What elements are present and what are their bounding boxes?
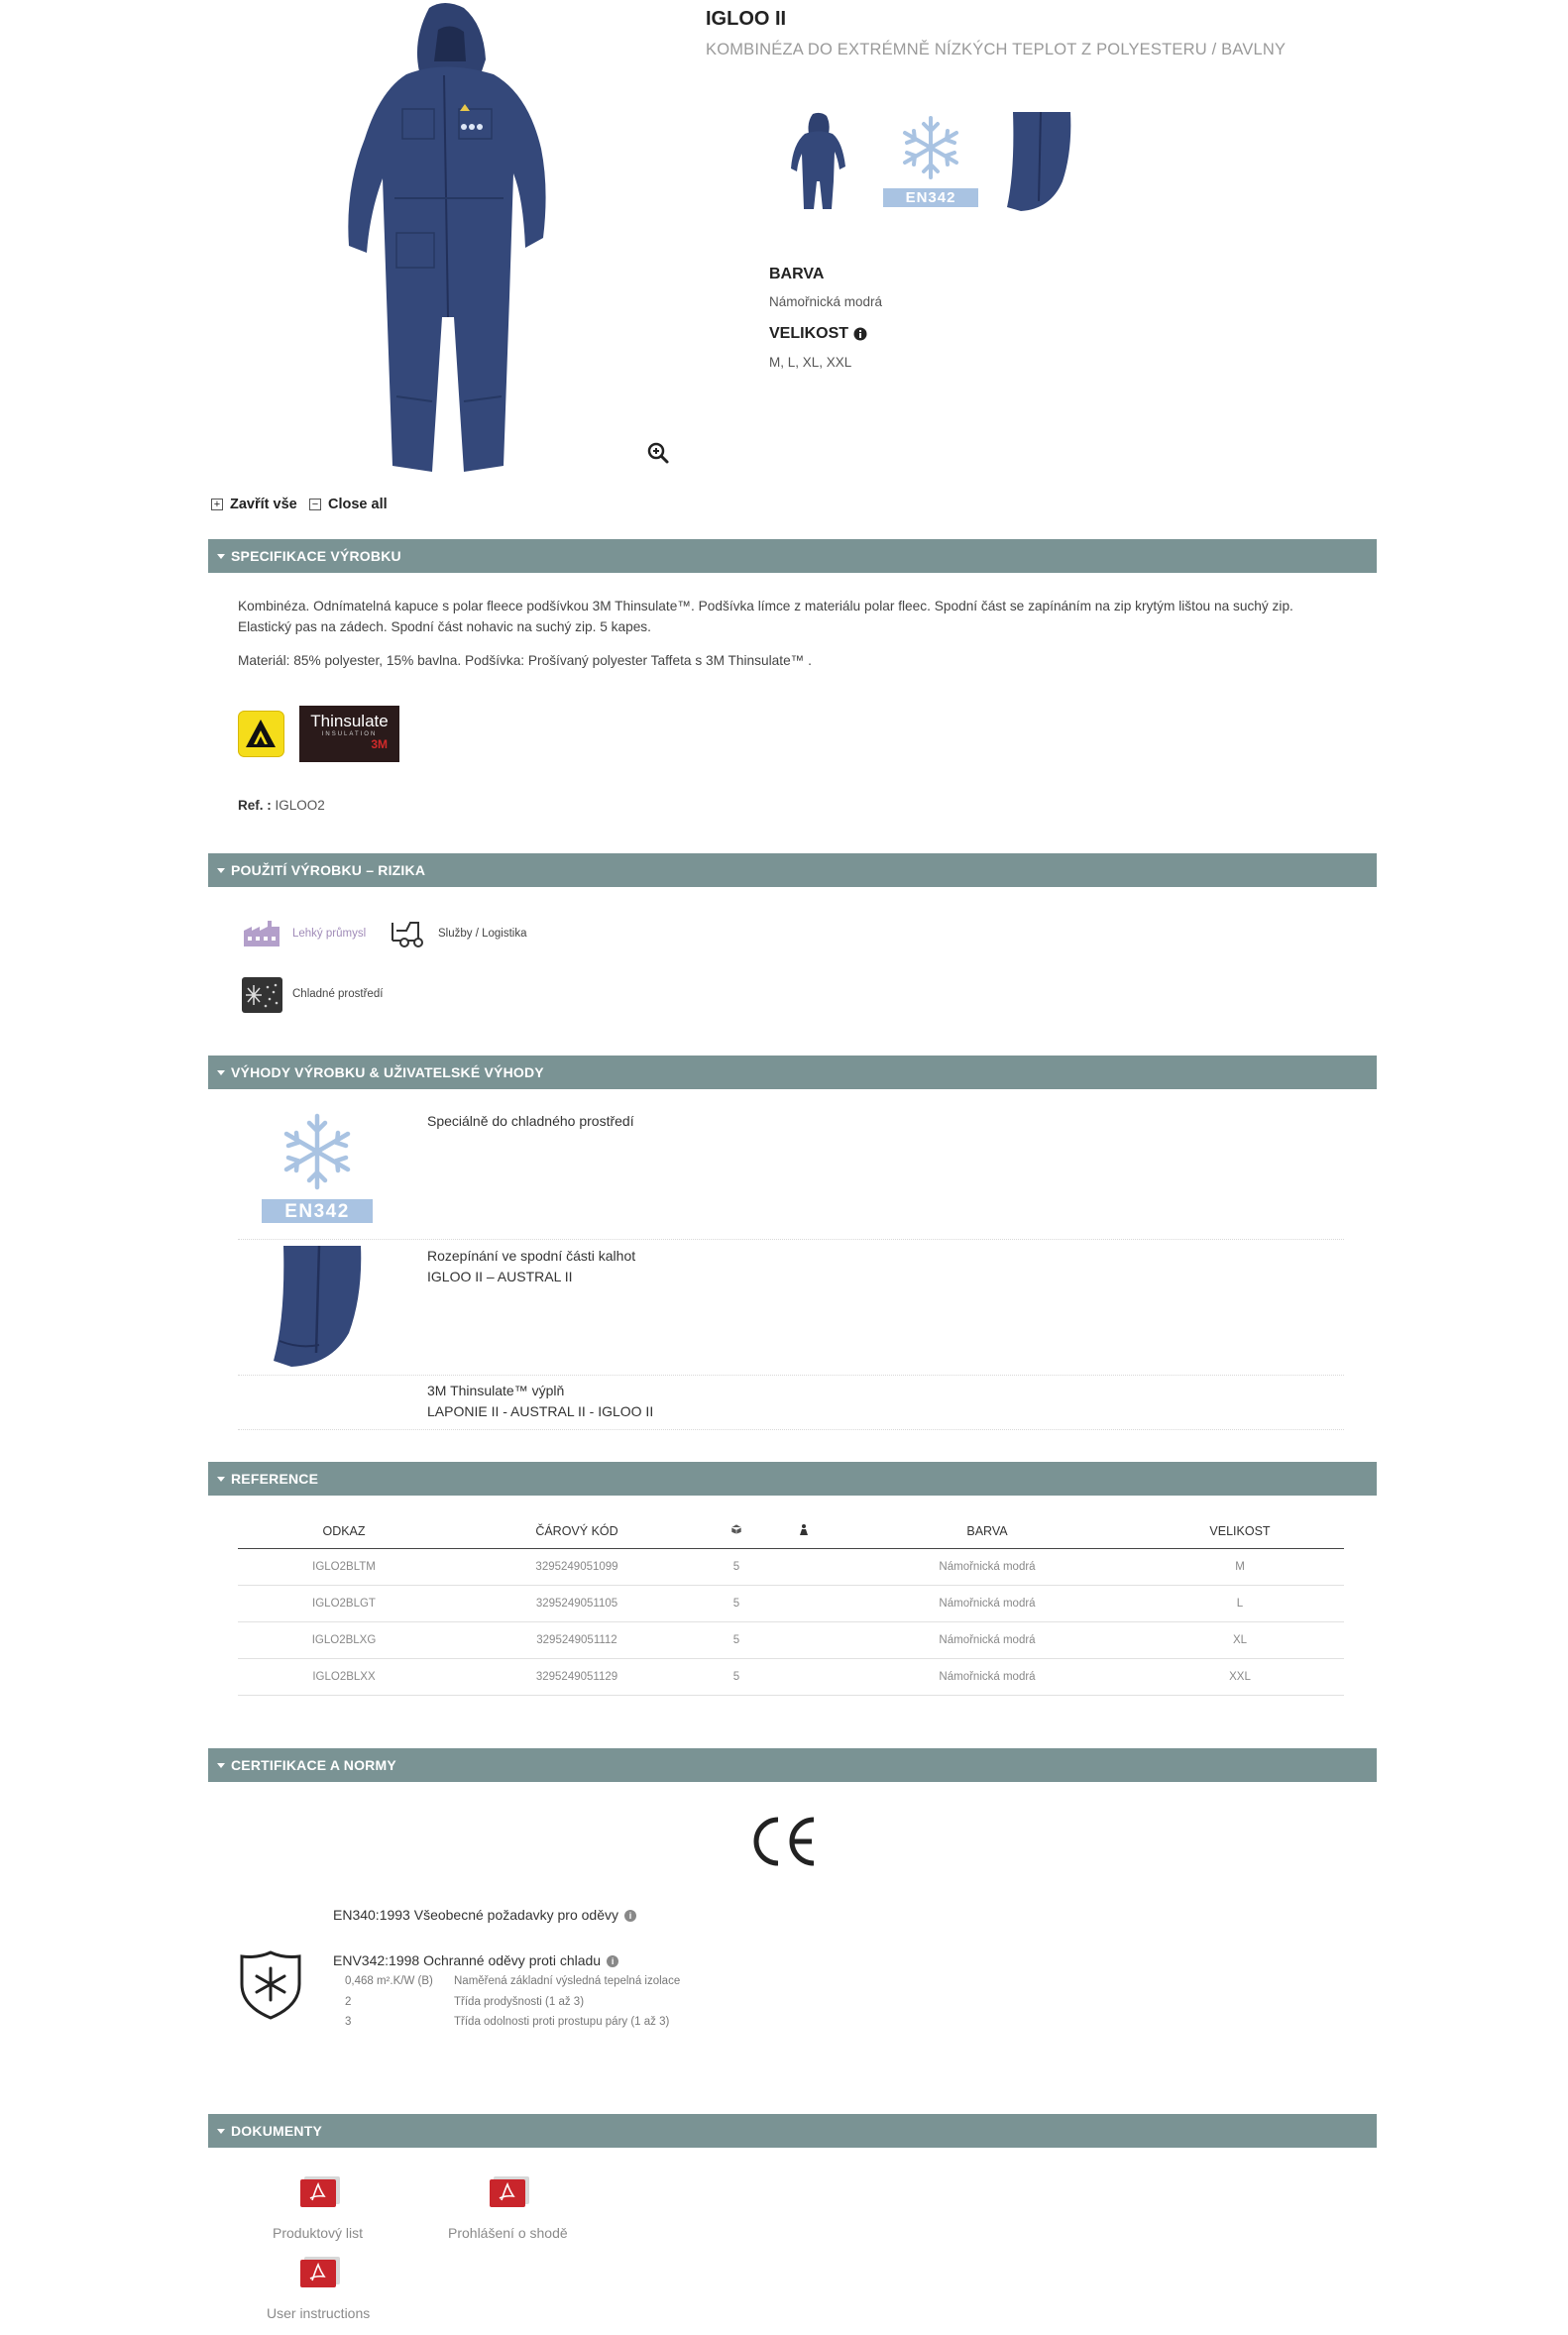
thinsulate-3m-text: 3M bbox=[371, 737, 388, 751]
col-header-barcode: ČÁROVÝ KÓD bbox=[450, 1514, 704, 1548]
cert-detail-desc: Třída prodyšnosti (1 až 3) bbox=[454, 1996, 585, 2008]
cert-detail-desc: Třída odolnosti proti prostupu páry (1 až 3) bbox=[454, 2016, 670, 2028]
thinsulate-logo-text: Thinsulate bbox=[310, 712, 389, 730]
caret-down-icon bbox=[217, 554, 225, 559]
cell-packaging: 5 bbox=[704, 1621, 769, 1658]
advantage-leg-zip-image bbox=[270, 1246, 365, 1369]
section-title: POUŽITÍ VÝROBKU – RIZIKA bbox=[231, 862, 426, 878]
advantage-divider bbox=[238, 1429, 1344, 1430]
section-title: REFERENCE bbox=[231, 1471, 319, 1487]
advantage-2-text bbox=[427, 1246, 635, 1287]
table-row bbox=[238, 1621, 1344, 1658]
table-row bbox=[238, 1548, 1344, 1585]
advantage-3-text bbox=[427, 1381, 653, 1422]
box-icon bbox=[730, 1523, 742, 1535]
pdf-icon[interactable] bbox=[296, 2176, 342, 2212]
document-product-sheet-link[interactable]: Produktový list bbox=[273, 2225, 364, 2241]
caret-down-icon bbox=[217, 2129, 225, 2134]
advantage-2-line2: IGLOO II – AUSTRAL II bbox=[427, 1269, 573, 1284]
cell-ref: IGLO2BLXX bbox=[238, 1658, 450, 1695]
usage-label-logistics: Služby / Logistika bbox=[438, 928, 527, 940]
en342-badge-label: EN342 bbox=[905, 189, 956, 206]
factory-icon bbox=[242, 917, 281, 948]
ref-value: IGLOO2 bbox=[275, 798, 325, 813]
section-header-reference[interactable] bbox=[208, 1462, 1377, 1496]
cert-detail-value: 0,468 m².K/W (B) bbox=[345, 1975, 433, 1987]
cell-barcode: 3295249051105 bbox=[450, 1585, 704, 1621]
cell-person bbox=[769, 1548, 839, 1585]
document-user-instructions-link[interactable]: User instructions bbox=[267, 2305, 371, 2321]
thumbnail-en342[interactable] bbox=[881, 112, 980, 211]
section-title: CERTIFIKACE A NORMY bbox=[231, 1757, 396, 1773]
section-title: DOKUMENTY bbox=[231, 2123, 323, 2139]
size-label: VELIKOST bbox=[769, 325, 849, 342]
section-header-certification[interactable] bbox=[208, 1748, 1377, 1782]
size-value: M, L, XL, XXL bbox=[769, 355, 852, 370]
cell-ref: IGLO2BLGT bbox=[238, 1585, 450, 1621]
expand-all-toggle[interactable] bbox=[211, 497, 297, 512]
cell-barcode: 3295249051129 bbox=[450, 1658, 704, 1695]
cold-environment-icon bbox=[242, 977, 282, 1013]
close-all-label: Close all bbox=[328, 497, 388, 512]
cell-color: Námořnická modrá bbox=[839, 1621, 1136, 1658]
spec-material: Materiál: 85% polyester, 15% bavlna. Podšívka: Prošívaný polyester Taffeta s 3M Thinsulate™ . bbox=[238, 653, 812, 668]
person-icon bbox=[798, 1523, 810, 1535]
cert-detail-value: 3 bbox=[345, 2016, 352, 2028]
cell-size: M bbox=[1136, 1548, 1344, 1585]
advantage-en342-image bbox=[260, 1112, 375, 1227]
cell-barcode: 3295249051112 bbox=[450, 1621, 704, 1658]
table-header-row bbox=[238, 1514, 1344, 1548]
color-label: BARVA bbox=[769, 266, 825, 282]
cell-barcode: 3295249051099 bbox=[450, 1548, 704, 1585]
cell-person bbox=[769, 1585, 839, 1621]
norm-env342 bbox=[333, 1952, 618, 1968]
col-header-ref: ODKAZ bbox=[238, 1514, 450, 1548]
info-icon[interactable]: i bbox=[607, 1955, 618, 1967]
advantage-1-text bbox=[427, 1111, 634, 1132]
cell-color: Námořnická modrá bbox=[839, 1548, 1136, 1585]
thumbnail-leg-zip[interactable] bbox=[1001, 112, 1075, 211]
size-info-icon[interactable] bbox=[853, 327, 867, 341]
forklift-icon bbox=[389, 917, 428, 948]
cell-size: L bbox=[1136, 1585, 1344, 1621]
cold-protection-shield-icon bbox=[240, 1950, 301, 2020]
expand-all-label: Zavřít vše bbox=[230, 497, 297, 512]
spec-line-2: Elastický pas na zádech. Spodní část nohavic na suchý zip. 5 kapes. bbox=[238, 619, 651, 634]
cell-person bbox=[769, 1621, 839, 1658]
zoom-icon[interactable] bbox=[646, 441, 670, 465]
spec-line-1: Kombinéza. Odnímatelná kapuce s polar fleece podšívkou 3M Thinsulate™. Podšívka límce z materiálu polar fleec. Spodní část se zapínáním na zip krytým lištou na suchý zip. bbox=[238, 599, 1293, 613]
ref-line bbox=[238, 798, 325, 813]
advantage-2-line1: Rozepínání ve spodní části kalhot bbox=[427, 1248, 636, 1264]
section-title: VÝHODY VÝROBKU & UŽIVATELSKÉ VÝHODY bbox=[231, 1064, 544, 1080]
thumbnail-coverall[interactable] bbox=[783, 112, 852, 211]
advantage-1-line1: Speciálně do chladného prostředí bbox=[427, 1113, 634, 1129]
norm-en340-label: EN340:1993 Všeobecné požadavky pro oděvy bbox=[333, 1907, 618, 1923]
ref-label: Ref. : bbox=[238, 798, 272, 813]
cell-color: Námořnická modrá bbox=[839, 1658, 1136, 1695]
product-main-image[interactable] bbox=[315, 0, 563, 478]
section-header-specification[interactable] bbox=[208, 539, 1377, 573]
section-header-usage[interactable] bbox=[208, 853, 1377, 887]
cert-detail-desc: Naměřená základní výsledná tepelná izolace bbox=[454, 1975, 681, 1987]
caret-down-icon bbox=[217, 1763, 225, 1768]
pdf-icon[interactable] bbox=[486, 2176, 531, 2212]
cert-detail-value: 2 bbox=[345, 1996, 352, 2008]
usage-label-cold: Chladné prostředí bbox=[292, 988, 384, 1000]
section-header-documents[interactable] bbox=[208, 2114, 1377, 2148]
cell-size: XXL bbox=[1136, 1658, 1344, 1695]
thinsulate-logo bbox=[299, 706, 399, 762]
info-icon[interactable]: i bbox=[624, 1910, 636, 1922]
cell-size: XL bbox=[1136, 1621, 1344, 1658]
table-row bbox=[238, 1658, 1344, 1695]
cell-packaging: 5 bbox=[704, 1658, 769, 1695]
cell-packaging: 5 bbox=[704, 1548, 769, 1585]
en342-badge-label: EN342 bbox=[284, 1201, 350, 1222]
cell-ref: IGLO2BLTM bbox=[238, 1548, 450, 1585]
minus-square-icon: − bbox=[309, 499, 321, 510]
color-value: Námořnická modrá bbox=[769, 294, 883, 309]
cell-packaging: 5 bbox=[704, 1585, 769, 1621]
pdf-icon[interactable] bbox=[296, 2257, 342, 2292]
reference-table bbox=[238, 1514, 1344, 1696]
col-header-person bbox=[769, 1514, 839, 1548]
close-all-toggle[interactable] bbox=[309, 497, 388, 512]
product-title: IGLOO II bbox=[706, 8, 787, 30]
advantage-3-line1: 3M Thinsulate™ výplň bbox=[427, 1383, 565, 1398]
plus-square-icon: + bbox=[211, 499, 223, 510]
document-declaration-link[interactable]: Prohlášení o shodě bbox=[448, 2225, 568, 2241]
product-subtitle: KOMBINÉZA DO EXTRÉMNĚ NÍZKÝCH TEPLOT Z POLYESTERU / BAVLNY bbox=[706, 41, 1287, 58]
cell-color: Námořnická modrá bbox=[839, 1585, 1136, 1621]
norm-en340 bbox=[333, 1907, 636, 1923]
col-header-size: VELIKOST bbox=[1136, 1514, 1344, 1548]
ce-mark-icon bbox=[748, 1816, 820, 1867]
thinsulate-logo-subtext: INSULATION bbox=[321, 731, 378, 737]
deltaplus-logo-icon bbox=[238, 711, 284, 757]
advantage-divider bbox=[238, 1239, 1344, 1240]
advantage-divider bbox=[238, 1375, 1344, 1376]
norm-env342-label: ENV342:1998 Ochranné oděvy proti chladu bbox=[333, 1952, 602, 1968]
usage-label-light-industry: Lehký průmysl bbox=[292, 928, 367, 940]
section-title: SPECIFIKACE VÝROBKU bbox=[231, 548, 401, 564]
cell-ref: IGLO2BLXG bbox=[238, 1621, 450, 1658]
spec-description bbox=[238, 596, 1358, 637]
col-header-color: BARVA bbox=[839, 1514, 1136, 1548]
advantage-3-line2: LAPONIE II - AUSTRAL II - IGLOO II bbox=[427, 1403, 654, 1419]
caret-down-icon bbox=[217, 1070, 225, 1075]
caret-down-icon bbox=[217, 1477, 225, 1482]
caret-down-icon bbox=[217, 868, 225, 873]
section-header-advantages[interactable] bbox=[208, 1056, 1377, 1089]
cell-person bbox=[769, 1658, 839, 1695]
col-header-packaging bbox=[704, 1514, 769, 1548]
table-row bbox=[238, 1585, 1344, 1621]
